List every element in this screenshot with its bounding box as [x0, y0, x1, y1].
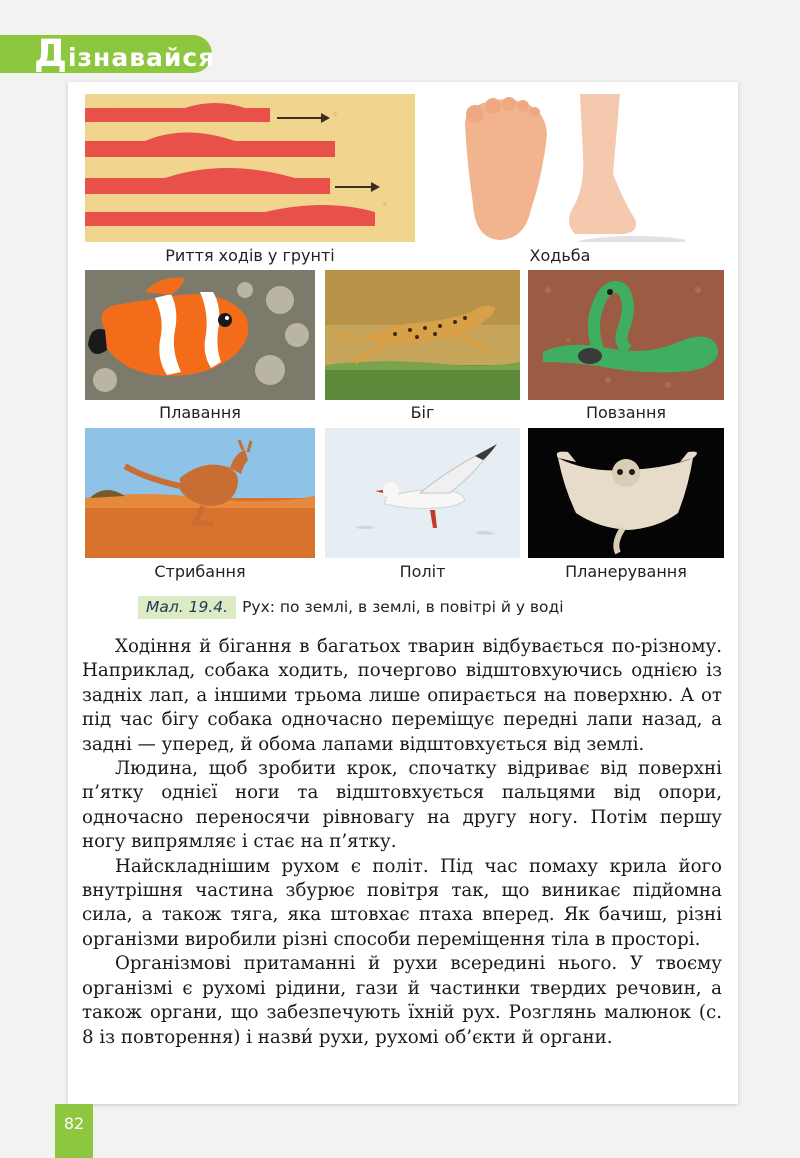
- flying-caption: Політ: [399, 562, 446, 581]
- body-text: [82, 635, 722, 1050]
- section-title-rest: ізнавайся: [67, 43, 216, 72]
- paragraph-human-step: Людина, щоб зробити крок, спочатку відриває від поверхні п’ятку однієї ноги та відштовхується пальцями від опори, одночасно переносячи рівновагу на другу ногу. Потім першу ногу випрямляє і стає на п’ятку.: [82, 758, 722, 853]
- page-number: 82: [55, 1104, 93, 1158]
- swimming-caption: Плавання: [159, 403, 241, 422]
- figure-title: [138, 596, 564, 619]
- burrowing-image: [85, 94, 415, 242]
- figure-title-text: Рух: по землі, в землі, в повітрі й у воді: [242, 598, 564, 616]
- running-image: [325, 270, 520, 400]
- gliding-image: [528, 428, 724, 558]
- swimming-image: [85, 270, 315, 400]
- paragraph-flight: Найскладнішим рухом є політ. Під час помаху крила його внутрішня частина збурює повітря так, що виникає підйомна сила, а також тяга, яка штовхає птаха вперед. Як бачиш, різні організми виробили різні способи переміщення тіла в просторі.: [82, 855, 722, 950]
- jumping-caption: Стрибання: [154, 562, 246, 581]
- paragraph-internal-motion: Організмові притаманні й рухи всередині нього. У твоєму організмі є рухомі рідини, гази й частинки твердих речовин, а також органи, що забезпечують їхній рух. Розглянь малюнок (с. 8 із повторення) і назви́ рухи, рухомі об’єкти й органи.: [82, 953, 722, 1048]
- walking-caption: Ходьба: [529, 246, 591, 265]
- section-title-first-letter: Д: [34, 32, 68, 75]
- section-title: [34, 32, 216, 75]
- running-caption: Біг: [410, 403, 435, 422]
- crawling-image: [528, 270, 724, 400]
- walking-image: [435, 94, 685, 242]
- jumping-image: [85, 428, 315, 558]
- figure-label: Мал. 19.4.: [138, 596, 236, 619]
- flying-image: [325, 428, 520, 558]
- gliding-caption: Планерування: [565, 562, 687, 581]
- paragraph-walking: Ходіння й бігання в багатьох тварин відбувається по-різному. Наприклад, собака ходить, почергово відштовхуючись однією із задніх лап, а іншими трьома лише опирається на поверхню. А от під час бігу собака одночасно переміщує передні лапи назад, а задні — уперед, й обома лапами відштовхується від землі.: [82, 636, 722, 755]
- crawling-caption: Повзання: [585, 403, 667, 422]
- burrowing-caption: Риття ходів у грунті: [165, 246, 335, 265]
